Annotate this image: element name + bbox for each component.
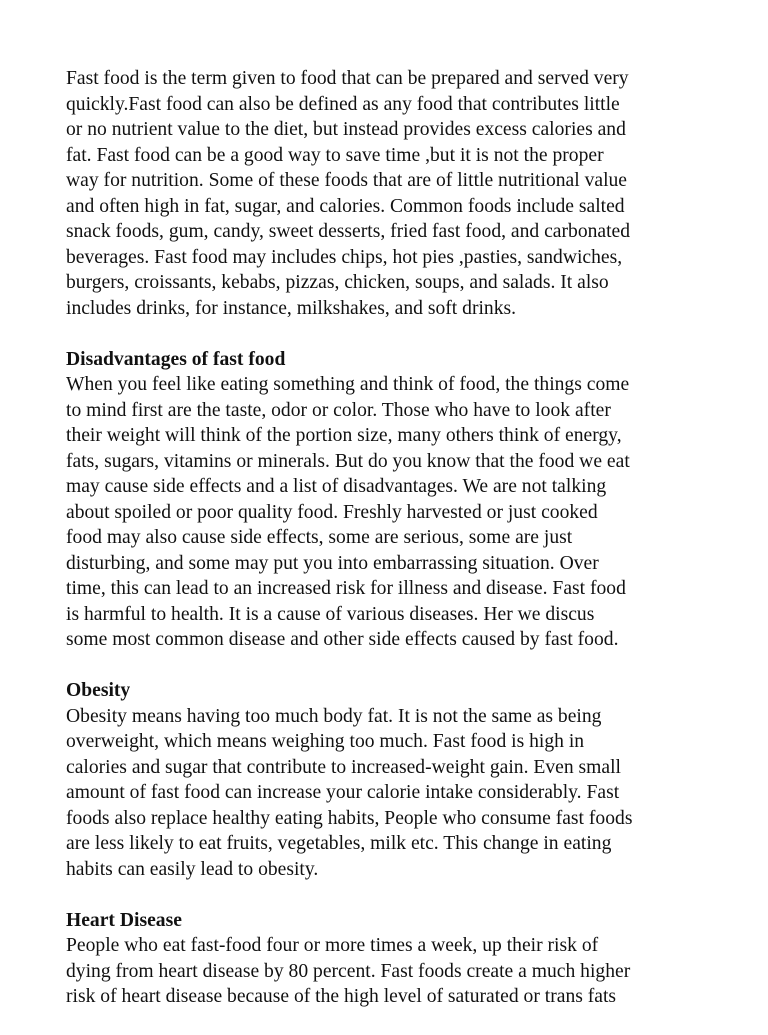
obesity-section bbox=[66, 678, 706, 882]
disadvantages-line: their weight will think of the portion size, many others think of energy, bbox=[66, 425, 622, 446]
disadvantages-line: time, this can lead to an increased risk for illness and disease. Fast food bbox=[66, 578, 626, 599]
heart-disease-paragraph bbox=[66, 933, 706, 1010]
disadvantages-heading: Disadvantages of fast food bbox=[66, 348, 286, 370]
disadvantages-line: fats, sugars, vitamins or minerals. But do you know that the food we eat bbox=[66, 450, 630, 472]
disadvantages-line: When you feel like eating something and think of food, the things come bbox=[66, 374, 630, 395]
heart-disease-section bbox=[66, 908, 706, 1010]
intro-line: beverages. Fast food may includes chips, hot pies ,pasties, sandwiches, bbox=[66, 246, 623, 268]
intro-section bbox=[66, 66, 706, 321]
intro-line: includes drinks, for instance, milkshakes, and soft drinks. bbox=[66, 297, 517, 319]
disadvantages-line: may cause side effects and a list of disadvantages. We are not talking bbox=[66, 476, 607, 497]
heart-disease-heading: Heart Disease bbox=[66, 909, 182, 931]
obesity-line: Obesity means having too much body fat. It is not the same as being bbox=[66, 705, 602, 727]
disadvantages-line: some most common disease and other side effects caused by fast food. bbox=[66, 629, 619, 650]
heart-disease-line: People who eat fast-food four or more times a week, up their risk of bbox=[66, 935, 599, 956]
disadvantages-line: food may also cause side effects, some are serious, some are just bbox=[66, 527, 573, 548]
obesity-line: habits can easily lead to obesity. bbox=[66, 858, 319, 880]
intro-line: burgers, croissants, kebabs, pizzas, chicken, soups, and salads. It also bbox=[66, 272, 609, 293]
intro-line: snack foods, gum, candy, sweet desserts, fried fast food, and carbonated bbox=[66, 221, 631, 242]
disadvantages-section bbox=[66, 347, 706, 653]
intro-paragraph bbox=[66, 66, 706, 321]
disadvantages-line: is harmful to health. It is a cause of various diseases. Her we discus bbox=[66, 603, 595, 625]
obesity-heading: Obesity bbox=[66, 680, 131, 701]
disadvantages-line: disturbing, and some may put you into embarrassing situation. Over bbox=[66, 552, 599, 574]
intro-line: way for nutrition. Some of these foods that are of little nutritional value bbox=[66, 170, 628, 191]
intro-line: Fast food is the term given to food that can be prepared and served very bbox=[66, 68, 629, 89]
disadvantages-line: about spoiled or poor quality food. Freshly harvested or just cooked bbox=[66, 501, 598, 523]
heart-disease-line: dying from heart disease by 80 percent. Fast foods create a much higher bbox=[66, 960, 631, 982]
disadvantages-line: to mind first are the taste, odor or color. Those who have to look after bbox=[66, 399, 611, 421]
obesity-line: overweight, which means weighing too much. Fast food is high in bbox=[66, 731, 585, 752]
intro-line: and often high in fat, sugar, and calories. Common foods include salted bbox=[66, 195, 625, 217]
document-page bbox=[66, 66, 706, 1035]
obesity-line: foods also replace healthy eating habits, People who consume fast foods bbox=[66, 807, 633, 829]
obesity-line: calories and sugar that contribute to increased-weight gain. Even small bbox=[66, 756, 621, 778]
heart-disease-line: risk of heart disease because of the high level of saturated or trans fats bbox=[66, 986, 617, 1007]
obesity-paragraph bbox=[66, 704, 706, 883]
obesity-line: amount of fast food can increase your calorie intake considerably. Fast bbox=[66, 782, 620, 803]
disadvantages-paragraph bbox=[66, 372, 706, 653]
intro-line: fat. Fast food can be a good way to save time ,but it is not the proper bbox=[66, 144, 604, 166]
intro-line: quickly.Fast food can also be defined as any food that contributes little bbox=[66, 93, 620, 115]
obesity-line: are less likely to eat fruits, vegetables, milk etc. This change in eating bbox=[66, 833, 612, 854]
intro-line: or no nutrient value to the diet, but instead provides excess calories and bbox=[66, 119, 626, 140]
